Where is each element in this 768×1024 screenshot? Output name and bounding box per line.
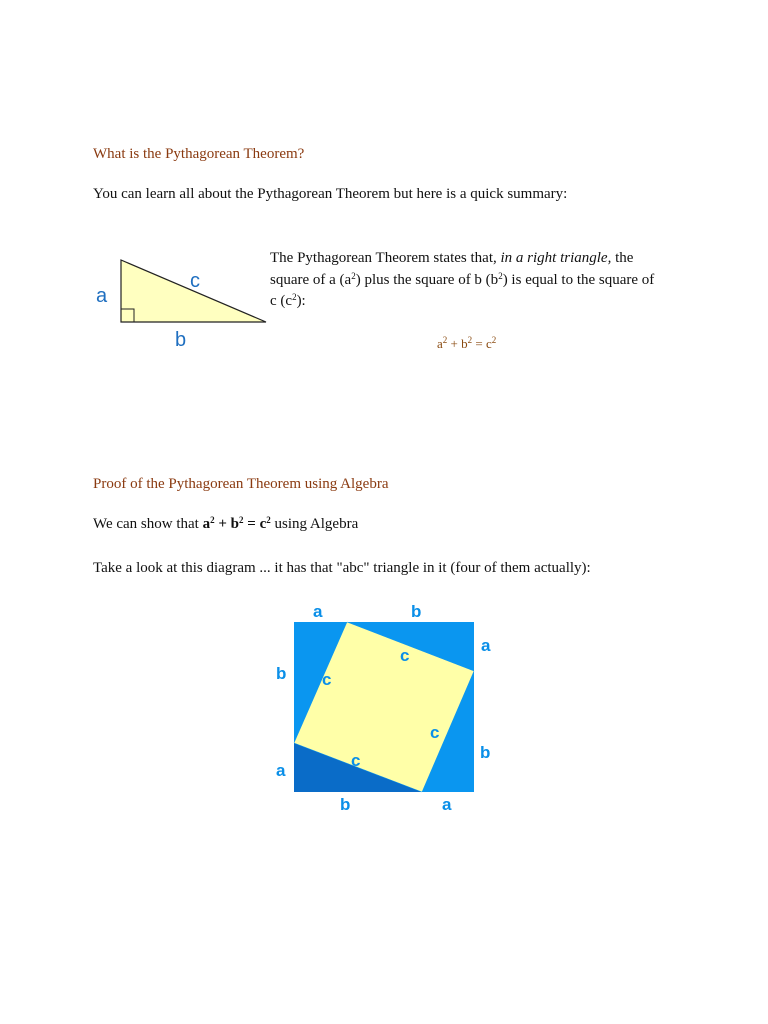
square-label-left-b: b: [276, 664, 287, 683]
square-label-c-bottom: c: [351, 751, 361, 770]
square-label-c-right: c: [430, 723, 440, 742]
square-label-c-top: c: [400, 646, 410, 665]
square-label-right-b: b: [480, 743, 491, 762]
theorem-statement-line-2: square of a $(a^2)$ plus the square of b $(b^2)$ is equal to the square of: [270, 271, 655, 288]
intro-paragraph: You can learn all about the Pythagorean Theorem but here is a quick summary:: [93, 186, 568, 202]
theorem-statement-line-1: The Pythagorean Theorem states that, in a right triangle, the: [270, 250, 634, 266]
section-heading-what-is: What is the Pythagorean Theorem?: [93, 146, 305, 162]
triangle-label-b: b: [175, 329, 187, 351]
theorem-statement-line-3: c $(c^2)$:: [270, 292, 306, 309]
triangle-label-a: a: [96, 285, 108, 307]
square-label-bottom-a: a: [442, 795, 452, 814]
square-proof-diagram: [270, 598, 500, 820]
square-label-top-a: a: [313, 602, 323, 621]
square-label-right-a: a: [481, 636, 491, 655]
square-label-left-a: a: [276, 761, 286, 780]
pythagorean-formula: $a^2 + b^2 = c^2$: [437, 335, 497, 351]
show-algebra-line: We can show that $a^2 + b^2 = c^2$ using Algebra: [93, 515, 359, 532]
square-label-c-left: c: [322, 670, 332, 689]
triangle-label-c: c: [190, 270, 200, 292]
square-label-bottom-b: b: [340, 795, 351, 814]
square-label-top-b: b: [411, 602, 422, 621]
section-heading-proof: Proof of the Pythagorean Theorem using Algebra: [93, 476, 389, 492]
diagram-intro-paragraph: Take a look at this diagram ... it has that "abc" triangle in it (four of them actually):: [93, 560, 591, 576]
right-triangle-figure: [88, 252, 278, 352]
